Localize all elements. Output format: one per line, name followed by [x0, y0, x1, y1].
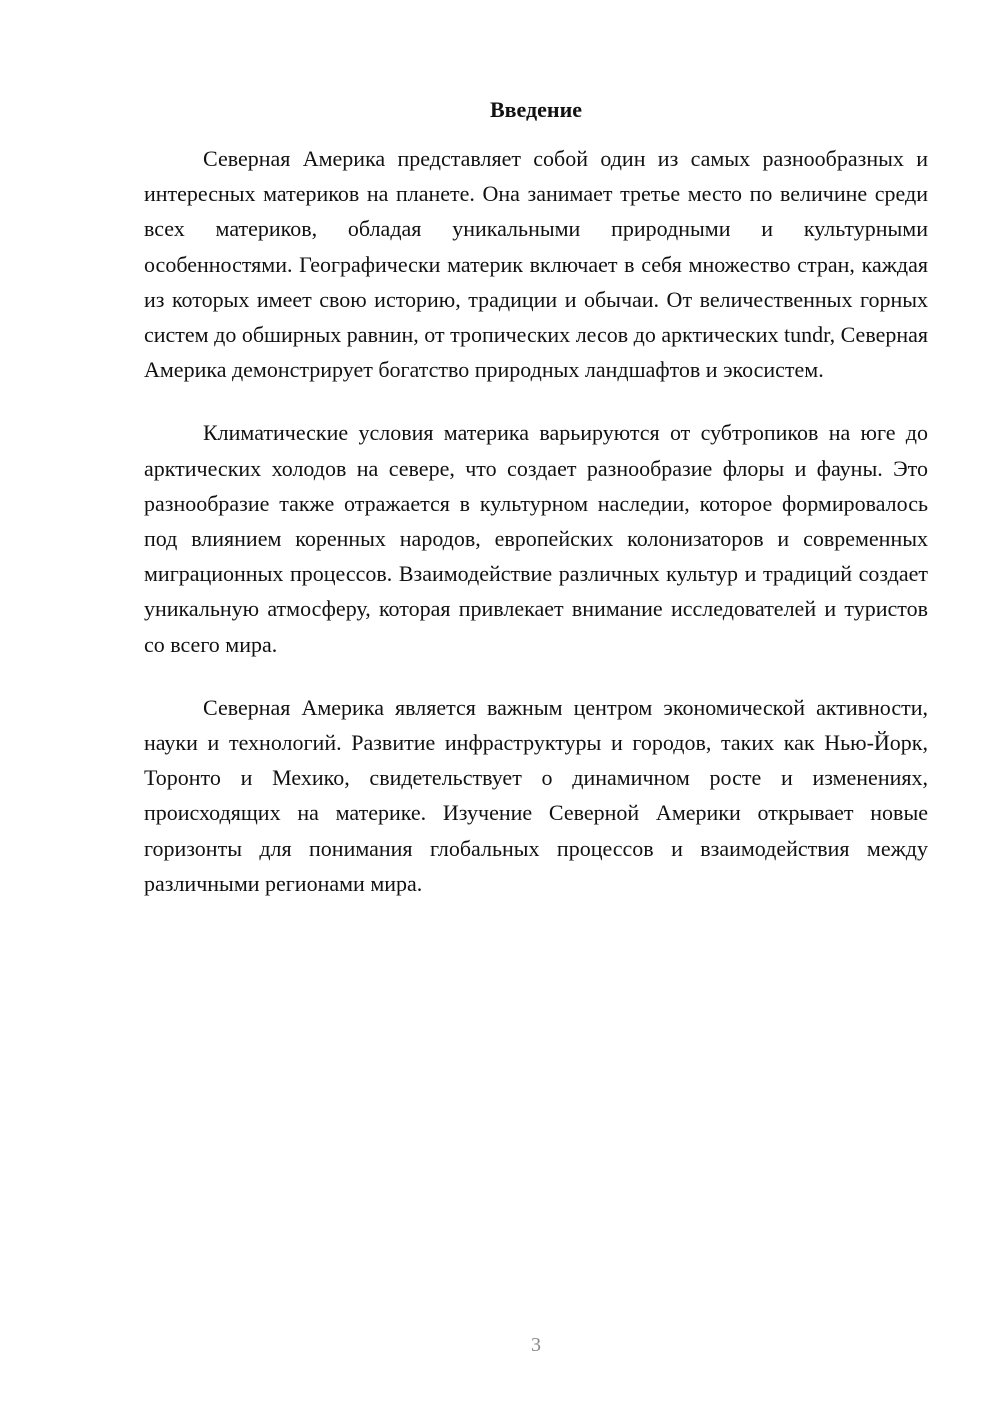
section-title: Введение	[489, 97, 583, 122]
page-number: 3	[531, 1334, 541, 1356]
paragraph-3: Северная Америка является важным центром экономической активности, науки и технологий. Развитие инфраструктуры и городов, таких как Нью-Йорк, Торонто и Мехико, свидетельствует о динамичном росте и изменениях, происходящих на материке. Изучение Северной Америки открывает новые горизонты для понимания глобальных процессов и взаимодействия между различными регионами мира.	[144, 694, 928, 896]
paragraph-2: Климатические условия материка варьируются от субтропиков на юге до арктических холодов на севере, что создает разнообразие флоры и фауны. Это разнообразие также отражается в культурном наследии, которое формировалось под влиянием коренных народов, европейских колонизаторов и современных миграционных процессов. Взаимодействие различных культур и традиций создает уникальную атмосферу, которая привлекает внимание исследователей и туристов со всего мира.	[144, 420, 928, 657]
page-content	[144, 92, 928, 929]
paragraph-1: Северная Америка представляет собой один из самых разнообразных и интересных материков на планете. Она занимает третье место по величине среди всех материков, обладая уникальными природными и культурными особенностями. Географически материк включает в себя множество стран, каждая из которых имеет свою историю, традиции и обычаи. От величественных горных систем до обширных равнин, от тропических лесов до арктических tundr, Северная Америка демонстрирует богатство природных ландшафтов и экосистем.	[144, 146, 928, 383]
